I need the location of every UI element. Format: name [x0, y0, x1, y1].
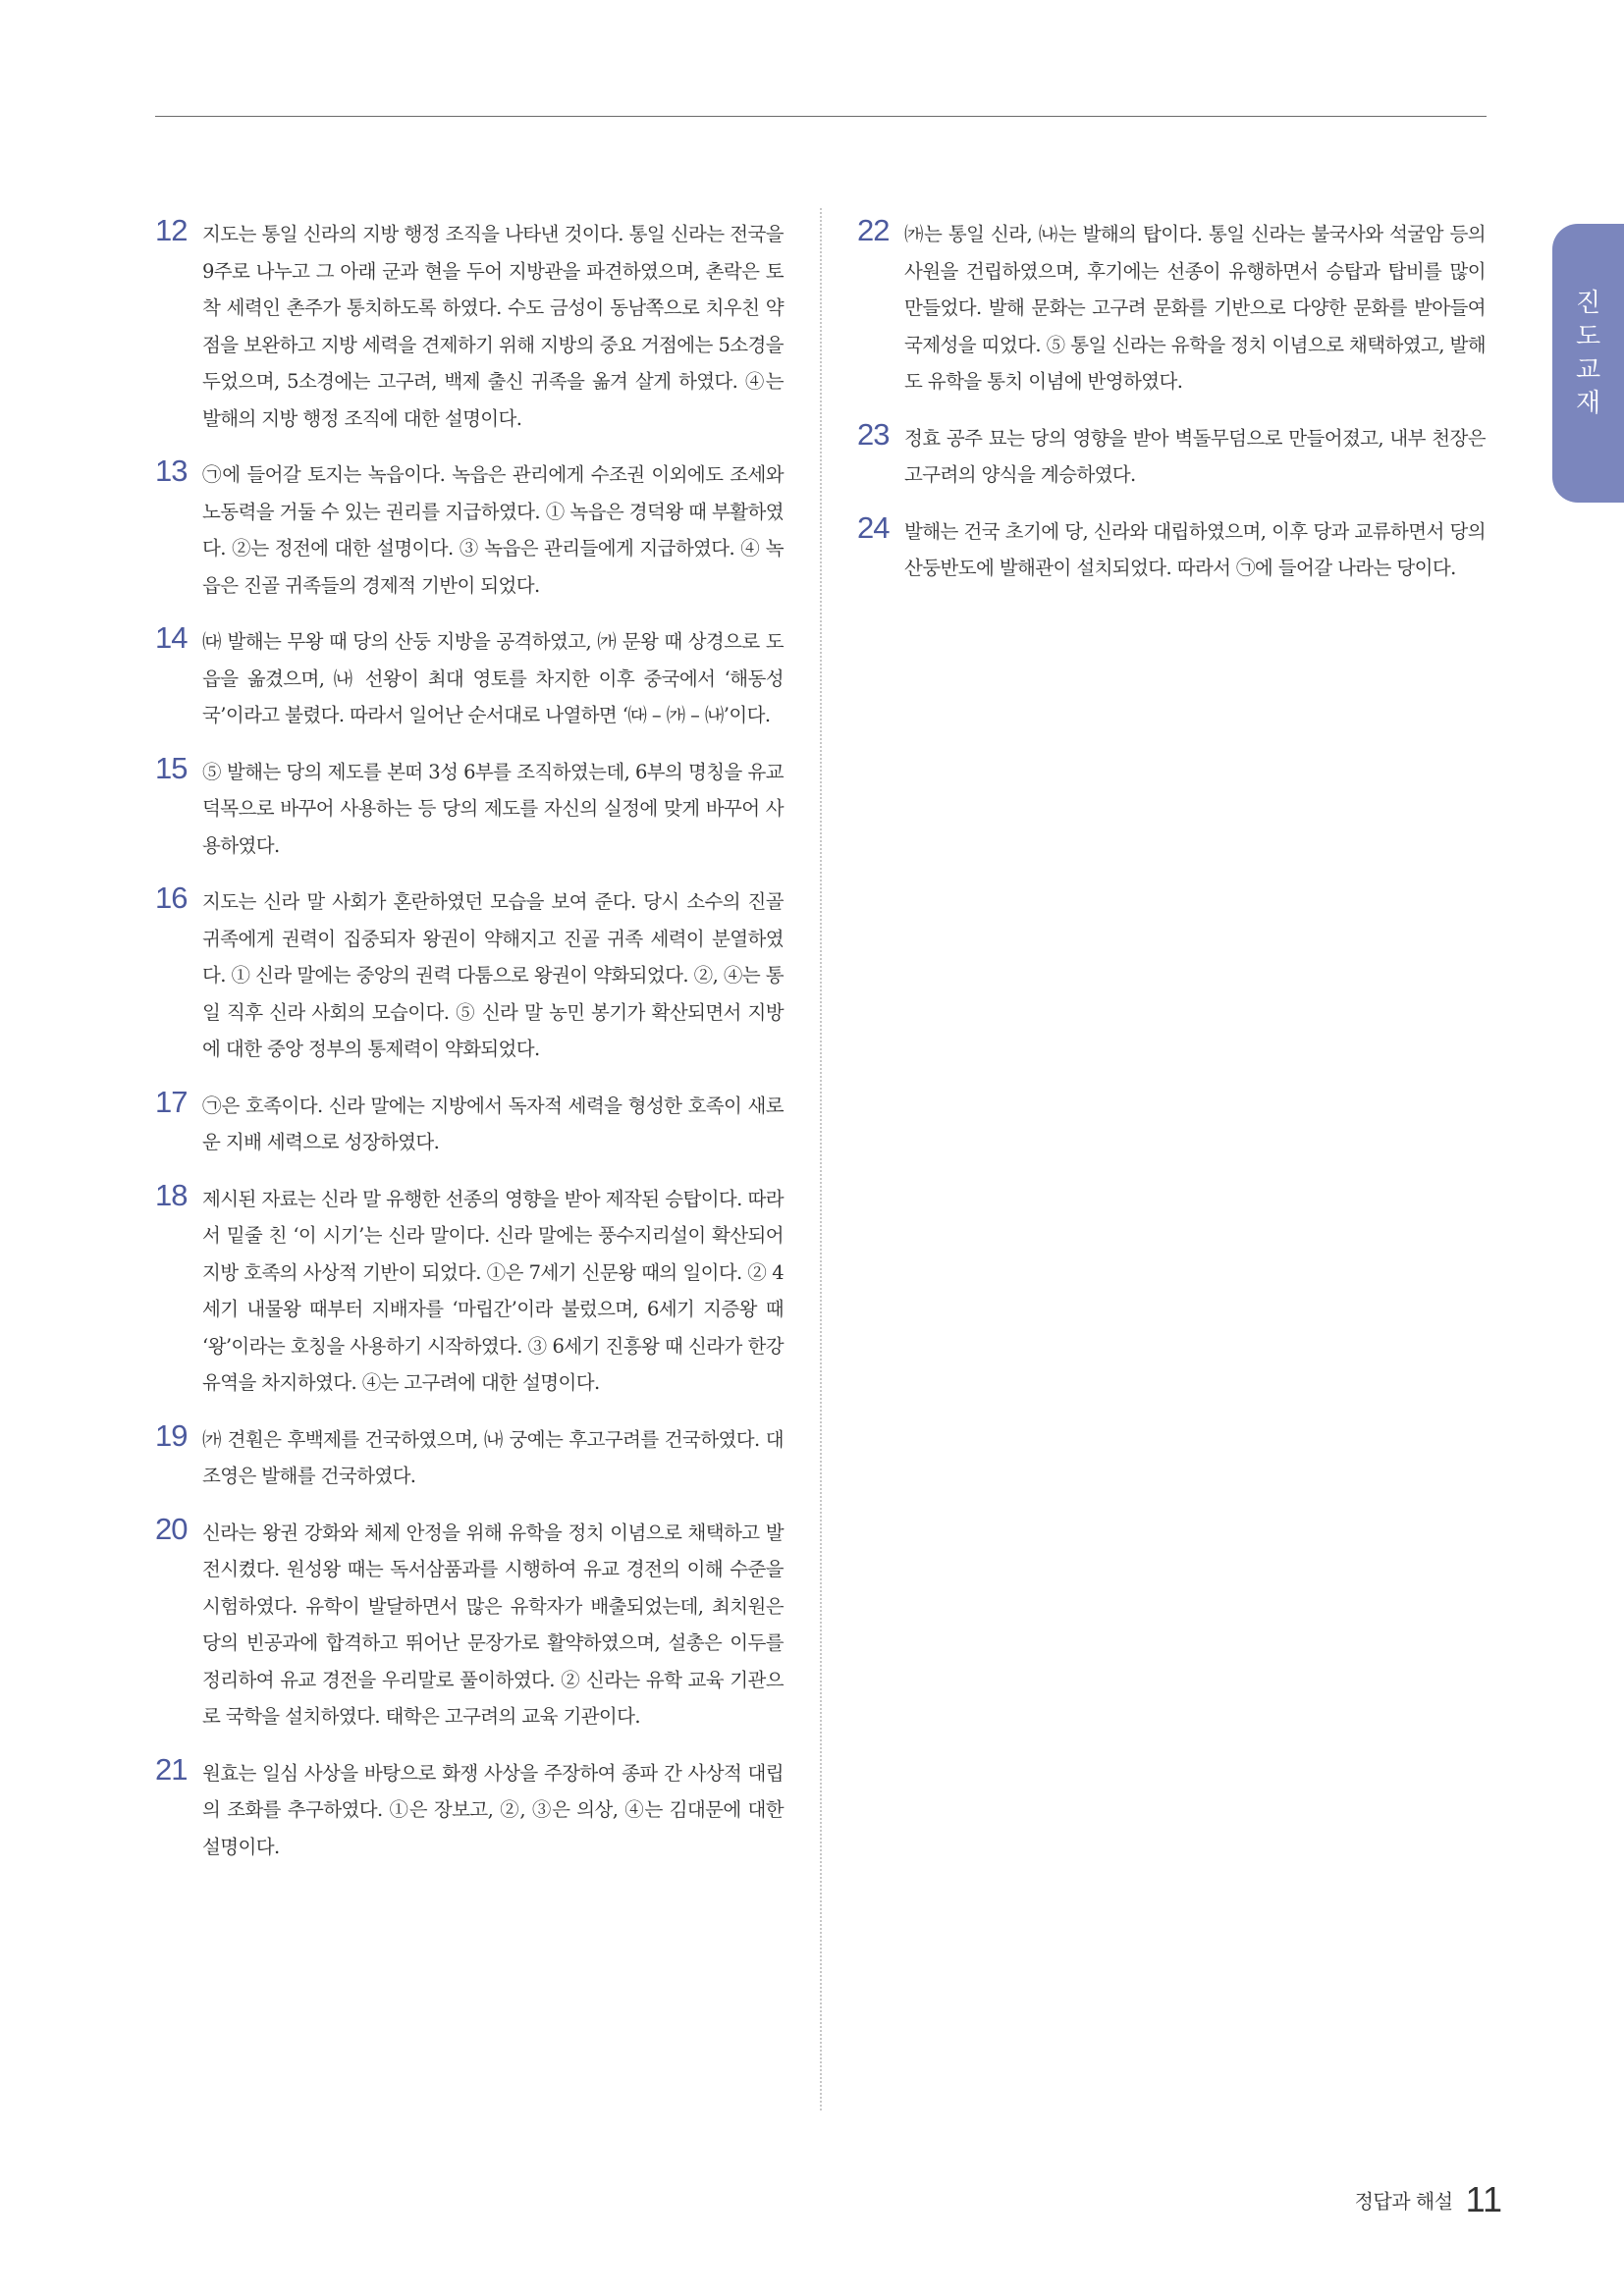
left-column	[155, 213, 784, 1885]
explanation-text: ㉠은 호족이다. 신라 말에는 지방에서 독자적 세력을 형성한 호족이 새로운 지배 세력으로 성장하였다.	[202, 1094, 784, 1153]
explanation-text: ⑤ 발해는 당의 제도를 본떠 3성 6부를 조직하였는데, 6부의 명칭을 유교 덕목으로 바꾸어 사용하는 등 당의 제도를 자신의 실정에 맞게 바꾸어 사용하였다.	[202, 760, 784, 857]
column-divider	[820, 208, 822, 2110]
answer-item-16	[155, 883, 784, 1068]
explanation-text: ㈎는 통일 신라, ㈏는 발해의 탑이다. 통일 신라는 불국사와 석굴암 등의 사원을 건립하였으며, 후기에는 선종이 유행하면서 승탑과 탑비를 많이 만들었다. 발해 문화는 고구려 문화를 기반으로 다양한 문화를 받아들여 국제성을 띠었다. ⑤ 통일 신라는 유학을 정치 이념으로 채택하였고, 발해도 유학을 통치 이념에 반영하였다.	[904, 223, 1486, 393]
question-number: 17	[155, 1084, 188, 1119]
answer-item-19	[155, 1417, 784, 1495]
explanation-text: 정효 공주 묘는 당의 영향을 받아 벽돌무덤으로 만들어졌고, 내부 천장은 고구려의 양식을 계승하였다.	[904, 426, 1486, 486]
top-rule	[155, 116, 1487, 117]
question-number: 12	[155, 213, 188, 247]
explanation-text: ㈐ 발해는 무왕 때 당의 산둥 지방을 공격하였고, ㈎ 문왕 때 상경으로 도읍을 옮겼으며, ㈏ 선왕이 최대 영토를 차지한 이후 중국에서 ‘해동성국’이라고 불렸다. 따라서 일어난 순서대로 나열하면 ‘㈐ – ㈎ – ㈏’이다.	[202, 630, 784, 726]
question-number: 18	[155, 1177, 188, 1212]
answer-item-15	[155, 750, 784, 865]
question-number: 24	[857, 509, 890, 545]
question-number: 15	[155, 750, 188, 785]
page-footer	[1355, 2179, 1502, 2220]
page-number: 11	[1465, 2179, 1502, 2219]
explanation-text: 원효는 일심 사상을 바탕으로 화쟁 사상을 주장하여 종파 간 사상적 대립의 조화를 추구하였다. ①은 장보고, ②, ③은 의상, ④는 김대문에 대한 설명이다.	[202, 1761, 784, 1858]
answer-item-12	[155, 213, 784, 437]
answer-item-18	[155, 1177, 784, 1402]
side-tab-label: 진도 교재	[1576, 289, 1601, 418]
explanation-text: 지도는 신라 말 사회가 혼란하였던 모습을 보여 준다. 당시 소수의 진골 귀족에게 권력이 집중되자 왕권이 약해지고 진골 귀족 세력이 분열하였다. ① 신라 말에는 중앙의 권력 다툼으로 왕권이 약화되었다. ②, ④는 통일 직후 신라 사회의 모습이다. ⑤ 신라 말 농민 봉기가 확산되면서 지방에 대한 중앙 정부의 통제력이 약화되었다.	[202, 890, 784, 1060]
question-number: 21	[155, 1751, 188, 1787]
explanation-text: 신라는 왕권 강화와 체제 안정을 위해 유학을 정치 이념으로 채택하고 발전시켰다. 원성왕 때는 독서삼품과를 시행하여 유교 경전의 이해 수준을 시험하였다. 유학이 발달하면서 많은 유학자가 배출되었는데, 최치원은 당의 빈공과에 합격하고 뛰어난 문장가로 활약하였으며, 설총은 이두를 정리하여 유교 경전을 우리말로 풀이하였다. ② 신라는 유학 교육 기관으로 국학을 설치하였다. 태학은 고구려의 교육 기관이다.	[202, 1521, 784, 1728]
question-number: 20	[155, 1511, 188, 1546]
answer-item-13	[155, 456, 784, 604]
question-number: 22	[857, 213, 890, 247]
answer-item-17	[155, 1084, 784, 1161]
question-number: 16	[155, 881, 188, 915]
answer-item-20	[155, 1511, 784, 1735]
explanation-text: 제시된 자료는 신라 말 유행한 선종의 영향을 받아 제작된 승탑이다. 따라서 밑줄 친 ‘이 시기’는 신라 말이다. 신라 말에는 풍수지리설이 확산되어 지방 호족의 사상적 기반이 되었다. ①은 7세기 신문왕 때의 일이다. ② 4세기 내물왕 때부터 지배자를 ‘마립간’이라 불렀으며, 6세기 지증왕 때 ‘왕’이라는 호칭을 사용하기 시작하였다. ③ 6세기 진흥왕 때 신라가 한강 유역을 차지하였다. ④는 고구려에 대한 설명이다.	[202, 1187, 784, 1394]
explanation-text: ㈎ 견훤은 후백제를 건국하였으며, ㈏ 궁예는 후고구려를 건국하였다. 대조영은 발해를 건국하였다.	[202, 1427, 784, 1487]
footer-label: 정답과 해설	[1354, 2189, 1453, 2214]
section-side-tab	[1552, 224, 1624, 503]
answer-item-21	[155, 1751, 784, 1866]
explanation-text: 발해는 건국 초기에 당, 신라와 대립하였으며, 이후 당과 교류하면서 당의 산둥반도에 발해관이 설치되었다. 따라서 ㉠에 들어갈 나라는 당이다.	[904, 519, 1486, 579]
question-number: 14	[155, 620, 188, 655]
explanation-text: 지도는 통일 신라의 지방 행정 조직을 나타낸 것이다. 통일 신라는 전국을 9주로 나누고 그 아래 군과 현을 두어 지방관을 파견하였으며, 촌락은 토착 세력인 촌주가 통치하도록 하였다. 수도 금성이 동남쪽으로 치우친 약점을 보완하고 지방 세력을 견제하기 위해 지방의 중요 거점에는 5소경을 두었으며, 5소경에는 고구려, 백제 출신 귀족을 옮겨 살게 하였다. ④는 발해의 지방 행정 조직에 대한 설명이다.	[202, 223, 784, 430]
question-number: 13	[155, 454, 188, 488]
answer-item-14	[155, 620, 784, 734]
answer-item-24	[857, 509, 1486, 587]
answer-item-23	[857, 416, 1486, 494]
right-column	[857, 213, 1486, 607]
question-number: 19	[155, 1417, 188, 1453]
answer-item-22	[857, 213, 1486, 400]
question-number: 23	[857, 416, 890, 452]
explanation-text: ㉠에 들어갈 토지는 녹읍이다. 녹읍은 관리에게 수조권 이외에도 조세와 노동력을 거둘 수 있는 권리를 지급하였다. ① 녹읍은 경덕왕 때 부활하였다. ②는 정전에 대한 설명이다. ③ 녹읍은 관리들에게 지급하였다. ④ 녹읍은 진골 귀족들의 경제적 기반이 되었다.	[202, 463, 784, 597]
